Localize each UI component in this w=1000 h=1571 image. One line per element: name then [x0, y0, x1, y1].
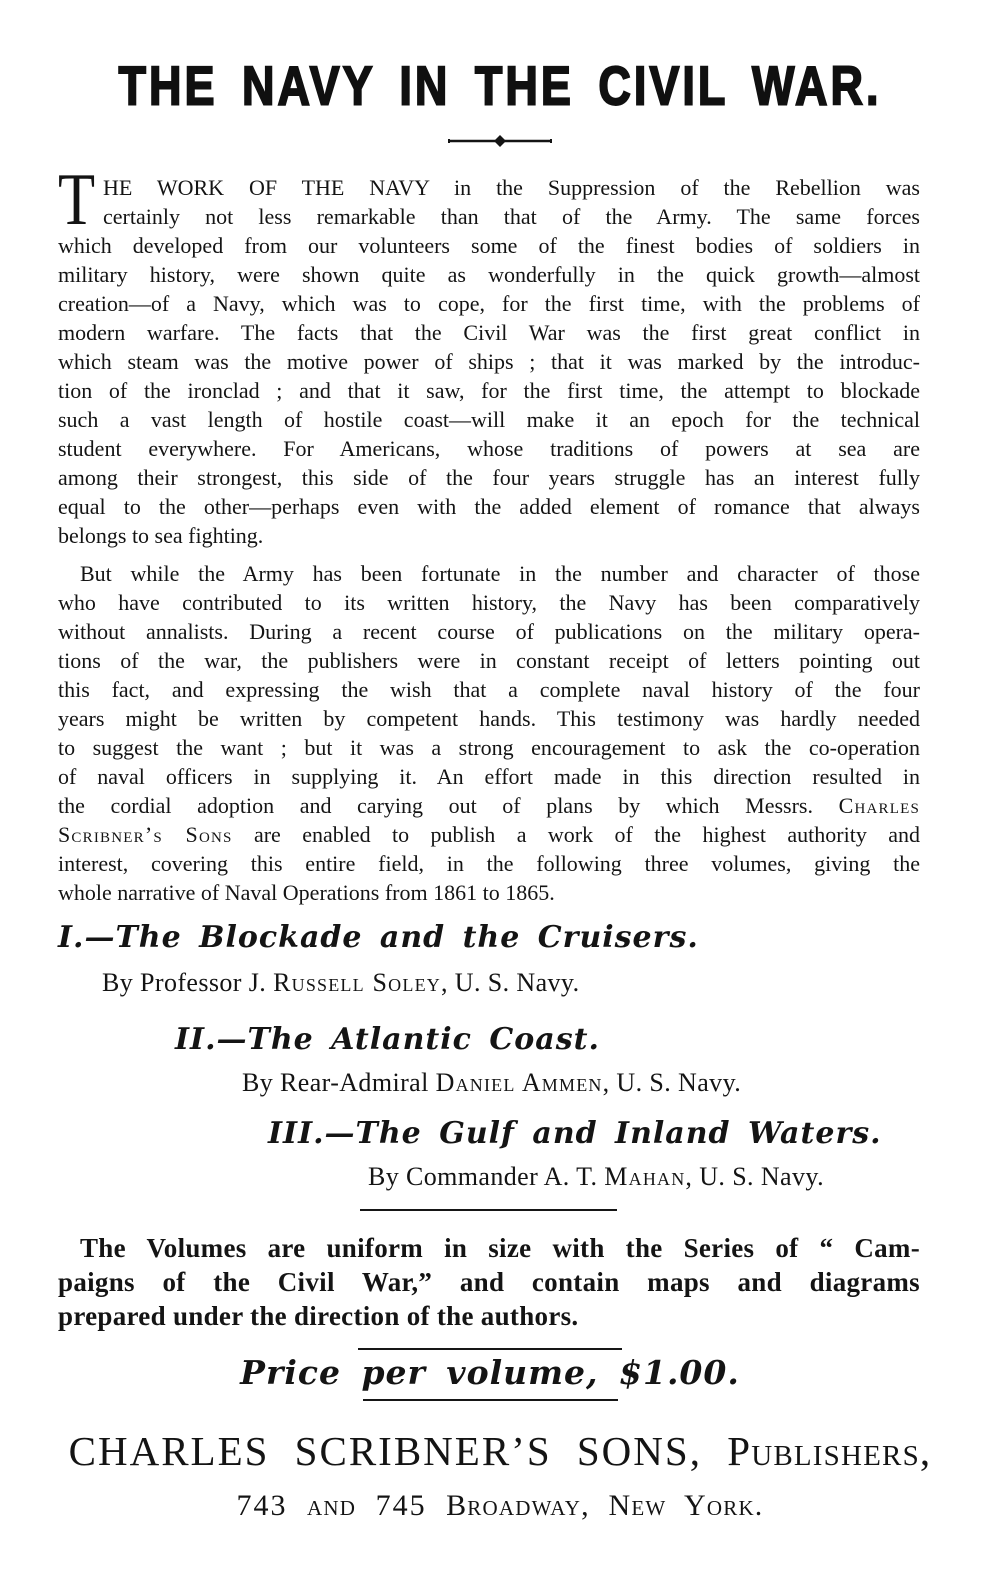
divider-ornament-graphic	[445, 133, 555, 149]
price-rule-bottom	[363, 1399, 618, 1401]
text-segment: By Rear-Admiral	[242, 1068, 436, 1097]
price-block	[0, 1348, 990, 1401]
paragraph-line: equal to the other—perhaps even with the added element of romance that always	[58, 494, 920, 519]
volume-3-byline	[368, 1161, 920, 1193]
text-segment: , U. S. Navy.	[602, 1068, 742, 1097]
paragraph-line: interest, covering this entire field, in the following three volumes, giving the	[58, 851, 920, 876]
text-segment: 743	[236, 1489, 307, 1522]
text-segment: and	[306, 1489, 357, 1522]
text-segment: , U. S. Navy.	[440, 968, 580, 997]
text-segment: Publishers,	[727, 1428, 932, 1474]
text-segment: 745	[356, 1489, 447, 1522]
text-segment: Mahan	[604, 1162, 686, 1191]
paragraph-line: military history, were shown quite as wonderfully in the quick growth—almost	[58, 262, 920, 287]
paragraph-line: certainly not less remarkable than that of the Army. The same forces	[103, 204, 920, 229]
paragraph-line: who have contributed to its written history, the Navy has been comparatively	[58, 590, 920, 615]
paragraph-line: tion of the ironclad ; and that it saw, for the first time, the attempt to blockade	[58, 378, 920, 403]
paragraph-line: among their strongest, this side of the four years struggle has an interest fully	[58, 465, 920, 490]
text-segment: Daniel Ammen	[435, 1068, 603, 1097]
volume-2-byline	[242, 1067, 920, 1099]
volume-3-heading: III.—The Gulf and Inland Waters.	[268, 1116, 882, 1151]
volume-1	[58, 919, 920, 999]
page-title: THE NAVY IN THE CIVIL WAR.	[118, 54, 882, 117]
text-segment: Scribner’s Sons	[58, 822, 233, 847]
volume-1-heading: I.—The Blockade and the Cruisers.	[58, 920, 699, 955]
text-segment: CHARLES SCRIBNER’S SONS,	[68, 1428, 728, 1474]
paragraph-line: whole narrative of Naval Operations from 1861 to 1865.	[58, 880, 555, 905]
content-column	[58, 159, 921, 1333]
text-segment: Broadway, New York.	[446, 1489, 764, 1522]
text-segment: are enabled to publish a work of the highest authority and	[232, 822, 921, 847]
text-segment: By Professor J.	[102, 968, 274, 997]
paragraph-line: The Volumes are uniform in size with the Series of “ Cam-	[80, 1233, 920, 1263]
paragraph-line: prepared under the direction of the authors.	[58, 1301, 579, 1331]
volume-2	[58, 1021, 920, 1099]
volume-2-heading: II.—The Atlantic Coast.	[175, 1022, 600, 1057]
drop-cap: T	[58, 159, 96, 241]
publisher-line	[0, 1427, 1000, 1475]
second-paragraph	[58, 559, 920, 907]
paragraph-line: which developed from our volunteers some of the finest bodies of soldiers in	[58, 233, 920, 258]
paragraph-line: But while the Army has been fortunate in the number and character of those	[80, 561, 920, 586]
paragraph-line: such a vast length of hostile coast—will make it an epoch for the technical	[58, 407, 920, 432]
opening-paragraph-lines	[58, 159, 920, 550]
paragraph-line: this fact, and expressing the wish that a complete naval history of the four	[58, 677, 920, 702]
paragraph-line: belongs to sea fighting.	[58, 523, 264, 548]
divider-ornament	[445, 133, 555, 149]
text-segment: Charles	[838, 793, 920, 818]
uniform-note	[58, 1231, 920, 1333]
paragraph-line: modern warfare. The facts that the Civil War was the first great conflict in	[58, 320, 920, 345]
paragraph-line: which steam was the motive power of ships ; that it was marked by the introduc-	[58, 349, 920, 374]
paragraph-line: years might be written by competent hands. This testimony was hardly needed	[58, 706, 920, 731]
volume-1-byline	[102, 967, 920, 999]
price-text: Price per volume, $1.00.	[240, 1353, 740, 1392]
price-rule-top	[358, 1348, 622, 1350]
paragraph-line: HE WORK OF THE NAVY in the Suppression of the Rebellion was	[103, 175, 920, 200]
paragraph-line: paigns of the Civil War,” and contain maps and diagrams	[58, 1267, 920, 1297]
volume-3	[58, 1115, 920, 1193]
paragraph-line: of naval officers in supplying it. An effort made in this direction resulted in	[58, 764, 920, 789]
text-segment: the cordial adoption and carying out of plans by which Messrs.	[58, 793, 839, 818]
text-segment: , U. S. Navy.	[685, 1162, 824, 1191]
address-line	[0, 1488, 1000, 1524]
separator-rule	[360, 1209, 617, 1211]
text-segment: Russell Soley	[273, 968, 441, 997]
paragraph-line: tions of the war, the publishers were in constant receipt of letters pointing out	[58, 648, 920, 673]
paragraph-line: without annalists. During a recent course of publications on the military opera-	[58, 619, 920, 644]
paragraph-line	[58, 820, 920, 849]
opening-paragraph	[58, 159, 920, 550]
paragraph-line	[58, 791, 920, 820]
paragraph-line: student everywhere. For Americans, whose traditions of powers at sea are	[58, 436, 920, 461]
text-segment: By Commander A. T.	[368, 1162, 605, 1191]
paragraph-line: to suggest the want ; but it was a strong encouragement to ask the co-operation	[58, 735, 920, 760]
second-paragraph-lines	[58, 559, 920, 907]
paragraph-line: creation—of a Navy, which was to cope, for the first time, with the problems of	[58, 291, 920, 316]
